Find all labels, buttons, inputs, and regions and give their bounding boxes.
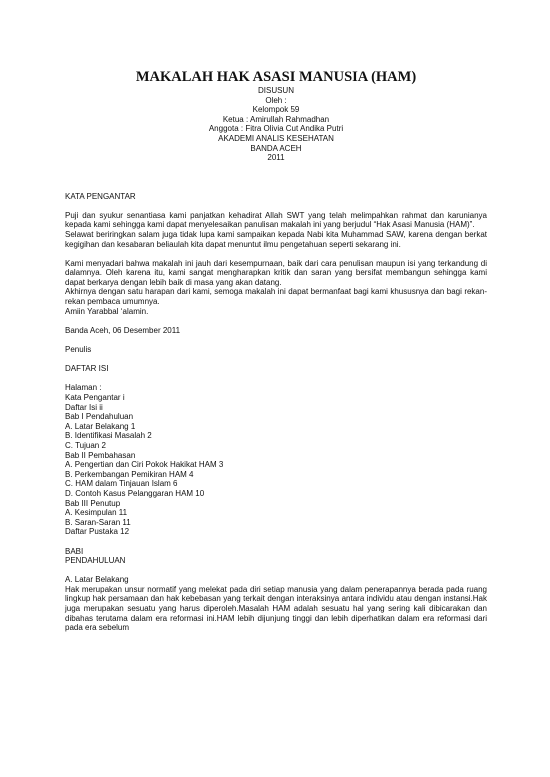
bab-label: BABI [65, 546, 84, 556]
bab-heading: PENDAHULUAN [65, 556, 126, 566]
toc-list [65, 383, 487, 537]
header-line: DISUSUN [257, 86, 294, 95]
section-subheading: A. Latar Belakang [65, 575, 129, 585]
header-line: Kelompok 59 [252, 105, 300, 115]
paragraph: Kami menyadari bahwa makalah ini jauh dari kesempurnaan, baik dari cara penulisan maupun isi yang terkandung di dalamnya. Oleh karena itu, kami sangat mengharapkan kritik dan saran yang bersifat membangun sehingga kami dapat berkarya dengan lebih baik di masa yang akan datang. [65, 258, 487, 287]
toc-item: D. Contoh Kasus Pelanggaran HAM 10 [65, 488, 205, 498]
paragraph: Puji dan syukur senantiasa kami panjatkan kehadirat Allah SWT yang telah melimpahkan rahmat dan karunianya kepada kami sehingga kami dapat menyelesaikan panulisan makalah ini yang berjudul “Hak Asasi Manusia (HAM)”. [65, 210, 487, 230]
toc-item: Bab III Penutup [65, 498, 121, 508]
toc-item: B. Saran-Saran 11 [65, 517, 131, 527]
toc-item: Bab II Pembahasan [65, 450, 136, 460]
toc-item: Kata Pengantar i [65, 393, 125, 402]
header-line: AKADEMI ANALIS KESEHATAN [218, 133, 334, 143]
paragraph: Akhirnya dengan satu harapan dari kami, semoga makalah ini dapat bermanfaat bagi kami khususnya dan bagi rekan-rekan pembaca umumnya. [65, 287, 487, 307]
paragraph: Hak merupakan unsur normatif yang melekat pada diri setiap manusia yang dalam penerapannya berada pada ruang lingkup hak persamaan dan hak kebebasan yang terkait dengan interaksinya antara individu atau dengan instansi.Hak juga merupakan sesuatu yang harus diperoleh.Masalah HAM adalah sesuatu hal yang sering kali dibicarakan dan dibahas terutama dalam era reformasi ini.HAM lebih dijunjung tinggi dan lebih diperhatikan dalam era reformasi dari pada era sebelum [65, 584, 487, 633]
toc-item: A. Latar Belakang 1 [65, 421, 136, 431]
toc-item: C. HAM dalam Tinjauan Islam 6 [65, 479, 178, 489]
toc-item: B. Perkembangan Pemikiran HAM 4 [65, 469, 194, 479]
toc-item: Daftar Isi ii [65, 402, 103, 412]
daftar-isi-heading: DAFTAR ISI [65, 364, 109, 374]
paragraph: Amiin Yarabbal ‘alamin. [65, 306, 149, 316]
header-line: 2011 [267, 153, 285, 163]
toc-item: A. Kesimpulan 11 [65, 508, 128, 518]
kata-pengantar-heading: KATA PENGANTAR [65, 191, 136, 201]
toc-item: Daftar Pustaka 12 [65, 527, 130, 537]
header-line: Oleh : [265, 95, 287, 105]
header-line: Anggota : Fitra Olivia Cut Andika Putri [208, 124, 344, 134]
toc-item: Bab I Pendahuluan [65, 412, 134, 422]
author: Penulis [65, 345, 92, 355]
toc-item: B. Identifikasi Masalah 2 [65, 431, 152, 441]
title-block [65, 86, 487, 163]
toc-item: A. Pengertian dan Ciri Pokok Hakikat HAM 3 [65, 460, 224, 470]
document-title: MAKALAH HAK ASASI MANUSIA (HAM) [135, 69, 417, 85]
toc-item: C. Tujuan 2 [65, 440, 106, 450]
document-content [65, 69, 487, 633]
header-line: Ketua : Amirullah Rahmadhan [222, 114, 330, 124]
toc-item: Halaman : [65, 383, 102, 393]
header-line: BANDA ACEH [250, 143, 302, 153]
place-date: Banda Aceh, 06 Desember 2011 [65, 325, 181, 335]
paragraph: Selawat beriringkan salam juga tidak lupa kami sampaikan kepada Nabi kita Muhammad SAW, karena dengan berkat kegigihan dan kesabaran beliaulah kita dapat menuntut ilmu pengetahuan seperti sekarang ini. [65, 229, 487, 249]
